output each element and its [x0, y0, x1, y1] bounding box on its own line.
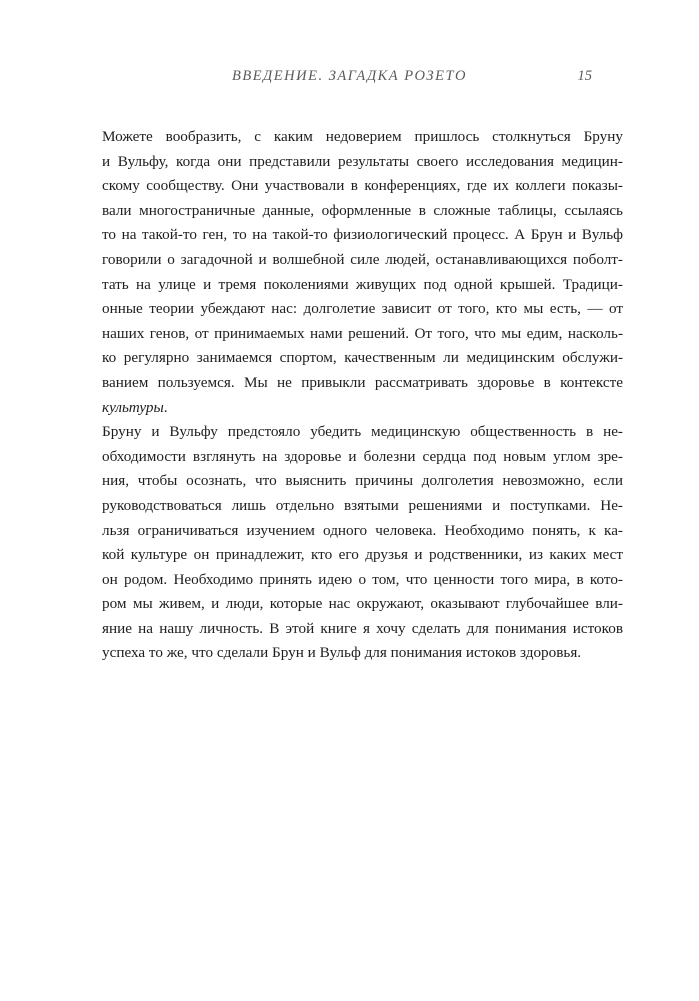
text-line: яние на нашу личность. В этой книге я хочу сделать для понимания истоков [102, 619, 623, 637]
page-number: 15 [577, 68, 592, 84]
text-line: обходимости взглянуть на здоровье и болезни сердца под новым углом зре- [102, 447, 623, 465]
text-line: ко регулярно занимаемся спортом, качественным ли медицинским обслужи- [102, 349, 623, 367]
body-text [75, 125, 623, 666]
paragraph-2 [75, 420, 623, 666]
text-line: кой культуре он принадлежит, кто его друзья и родственники, из каких мест [102, 546, 623, 564]
text-line: ванием пользуемся. Мы не привыкли рассматривать здоровье в контексте [102, 373, 623, 391]
text-line: руководствоваться лишь отдельно взятыми решениями и поступками. Не- [102, 496, 623, 514]
text-line: льзя ограничиваться изучением одного человека. Необходимо понять, к ка- [102, 521, 623, 539]
punctuation: . [163, 398, 168, 416]
text-line: тать на улице и тремя поколениями живущих под одной крышей. Традици- [102, 275, 623, 293]
text-line: онные теории убеждают нас: долголетие зависит от того, кто мы есть, — от [102, 300, 623, 318]
text-line: наших генов, от принимаемых нами решений. От того, что мы едим, насколь- [102, 324, 623, 342]
text-line: ром мы живем, и люди, которые нас окружают, оказывают глубочайшее вли- [102, 595, 623, 613]
text-line: успеха то же, что сделали Брун и Вульф для понимания истоков здоровья. [102, 644, 582, 662]
text-line: он родом. Необходимо принять идею о том, что ценности того мира, в кото- [102, 570, 623, 588]
text-line: вали многостраничные данные, оформленные в сложные таблицы, ссылаясь [102, 201, 623, 219]
paragraph-1 [75, 125, 623, 420]
italic-word: культуры [102, 398, 164, 416]
text-line: скому сообществу. Они участвовали в конференциях, где их коллеги показы- [102, 177, 623, 195]
text-line: Можете вообразить, с каким недоверием пришлось столкнуться Бруну [102, 128, 623, 145]
text-line: говорили о загадочной и волшебной силе людей, останавливающихся поболт- [102, 250, 623, 268]
text-line: ния, чтобы осознать, что выяснить причины долголетия невозможно, если [102, 472, 623, 490]
text-line: то на такой-то ген, то на такой-то физиологический процесс. А Брун и Вульф [102, 226, 623, 244]
text-line: Бруну и Вульфу предстояло убедить медицинскую общественность в не- [102, 423, 623, 441]
chapter-title: ВВЕДЕНИЕ. ЗАГАДКА РОЗЕТО [231, 68, 467, 84]
running-head [107, 68, 592, 92]
text-line-last [75, 396, 623, 421]
text-line: и Вульфу, когда они представили результаты своего исследования медицин- [102, 152, 623, 170]
